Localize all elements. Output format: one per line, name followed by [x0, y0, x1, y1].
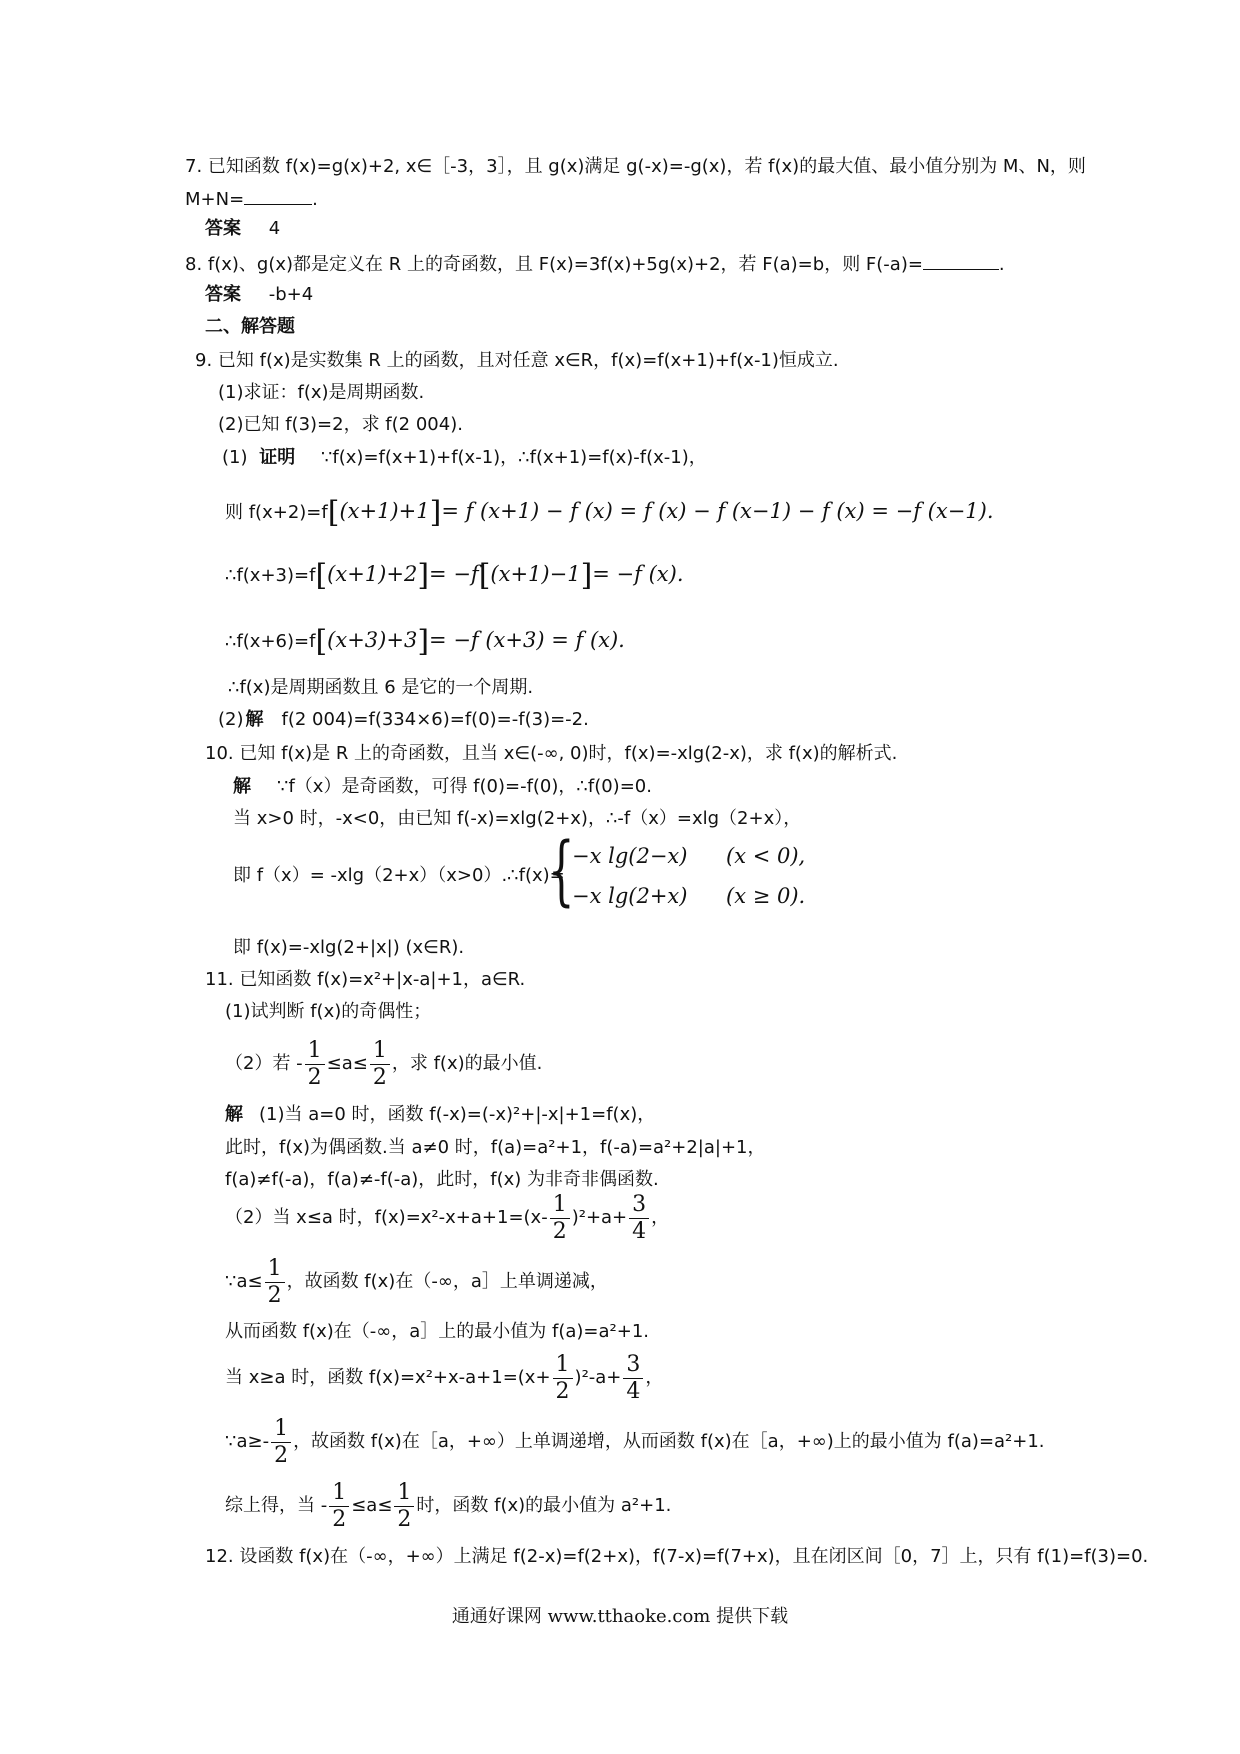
q11-sol-line9-suffix: 时，函数 f(x)的最小值为 a²+1. [416, 1495, 672, 1516]
q8-answer [205, 283, 313, 307]
q10-piecewise [548, 825, 828, 930]
q9-proof-line2-inner: (x+1)+1 [339, 499, 430, 523]
piecewise-brace: { [548, 825, 575, 914]
q10-sol-label: 解 [233, 776, 251, 797]
q11-sol-line8-prefix: ∵a≥- [225, 1431, 270, 1452]
q11-sol-label: 解 [225, 1104, 243, 1125]
q9-proof-line3-inner2: (x+1)−1 [490, 562, 581, 586]
q11-sol-line7-suffix: ， [645, 1367, 664, 1388]
q11-sol-line9-prefix: 综上得，当 - [225, 1495, 328, 1516]
fraction-half: $\frac{1}{2}$ [271, 1416, 291, 1469]
q7-answer [205, 217, 280, 241]
fraction-half: $\frac{1}{2}$ [370, 1038, 390, 1091]
section-heading: 二、解答题 [205, 316, 295, 337]
q9-proof-line4-prefix: ∴f(x+6)=f [225, 631, 316, 652]
q9-proof-line2: 则 f(x+2)=f[(x+1)+1]= f (x+1) − f (x) = f (x) − f (x−1) − f (x) = −f (x−1). [225, 495, 994, 530]
case1-expr: −x lg(2−x) [572, 844, 688, 868]
q11-sol-line4-suffix: ， [651, 1207, 670, 1228]
q7-answer-value: 4 [268, 218, 281, 239]
page-footer: 通通好课网 www.tthaoke.com 提供下载 [451, 1606, 789, 1627]
q11-sol-line3: f(a)≠f(-a)，f(a)≠-f(-a)，此时，f(x) 为非奇非偶函数. [225, 1169, 659, 1190]
q8-text: 8. f(x)、g(x)都是定义在 R 上的奇函数，且 F(x)=3f(x)+5g(x)+2，若 F(a)=b，则 F(-a)= [185, 254, 923, 275]
q11-part2-prefix: （2）若 - [225, 1053, 303, 1074]
case2-cond: (x ≥ 0). [726, 884, 806, 908]
fraction-three-quarters: $\frac{3}{4}$ [629, 1192, 649, 1245]
q7-blank-line [185, 186, 318, 212]
q11-sol-line5-prefix: ∵a≤ [225, 1271, 263, 1292]
q9-proof-text1: ∵f(x)=f(x+1)+f(x-1)，∴f(x+1)=f(x)-f(x-1)， [320, 447, 707, 468]
q10-sol-line3: 即 f（x）= -xlg（2+x）（x>0）.∴f(x)= [233, 865, 565, 886]
fraction-half: $\frac{1}{2}$ [550, 1192, 570, 1245]
q9-proof-line2-prefix: 则 f(x+2)=f [225, 502, 328, 523]
q10-sol-line2: 当 x>0 时，-x<0，由已知 f(-x)=xlg(2+x)，∴-f（x）=xlg（2+x）， [233, 808, 802, 829]
q9-proof-line3: ∴f(x+3)=f[(x+1)+2]= −f[(x+1)−1]= −f (x). [225, 558, 684, 593]
q10-sol-line4: 即 f(x)=-xlg(2+|x|) (x∈R). [233, 937, 465, 958]
q11-sol-line2: 此时，f(x)为偶函数.当 a≠0 时，f(a)=a²+1，f(-a)=a²+2|a|+1， [225, 1137, 766, 1158]
q7-answer-label: 答案 [205, 218, 241, 239]
q8-suffix: . [998, 254, 1005, 275]
q9-proof-line3-inner: (x+1)+2 [327, 562, 418, 586]
piecewise-case2 [572, 884, 687, 909]
q8-answer-label: 答案 [205, 284, 241, 305]
q9-proof-line1 [222, 446, 707, 470]
q12-stem: 12. 设函数 f(x)在（-∞，+∞）上满足 f(2-x)=f(2+x)，f(7-x)=f(7+x)，且在闭区间［0，7］上，只有 f(1)=f(3)=0. [205, 1546, 1149, 1567]
fraction-half: $\frac{1}{2}$ [265, 1256, 285, 1309]
fraction-half: $\frac{1}{2}$ [305, 1038, 325, 1091]
q8-stem [185, 251, 1005, 277]
q9-sol-num: (2) [218, 709, 244, 730]
q11-sol-text1: (1)当 a=0 时，函数 f(-x)=(-x)²+|-x|+1=f(x)， [259, 1104, 656, 1125]
fraction-half: $\frac{1}{2}$ [394, 1480, 414, 1533]
q11-part1: (1)试判断 f(x)的奇偶性； [225, 1001, 432, 1022]
q10-stem: 10. 已知 f(x)是 R 上的奇函数，且当 x∈(-∞, 0)时，f(x)=-xlg(2-x)，求 f(x)的解析式. [205, 743, 898, 764]
case2-expr: −x lg(2+x) [572, 884, 688, 908]
q11-sol-line5 [225, 1254, 608, 1310]
q9-sol-label: 解 [245, 709, 264, 730]
q11-part2 [225, 1036, 542, 1092]
q9-proof-line4: ∴f(x+6)=f[(x+3)+3]= −f (x+3) = f (x). [225, 624, 625, 659]
q9-proof-line3-rest: = −f (x). [592, 562, 684, 586]
q11-sol-line9-mid: ≤a≤ [351, 1495, 393, 1516]
q8-answer-value: -b+4 [268, 284, 314, 305]
q9-sol-text: f(2 004)=f(334×6)=f(0)=-f(3)=-2. [281, 709, 589, 730]
q7-suffix: . [312, 189, 318, 210]
q9-part2: (2)已知 f(3)=2，求 f(2 004). [218, 414, 463, 435]
piecewise-case1 [572, 844, 687, 869]
q9-proof-line3-prefix: ∴f(x+3)=f [225, 565, 316, 586]
q11-sol-line8 [225, 1414, 1045, 1470]
q9-solution [218, 708, 589, 732]
q9-part1: (1)求证：f(x)是周期函数. [218, 382, 425, 403]
q11-sol-line9 [225, 1478, 671, 1534]
q9-proof-line4-inner: (x+3)+3 [327, 628, 418, 652]
q9-proof-num: (1) [222, 447, 248, 468]
fraction-half: $\frac{1}{2}$ [329, 1480, 349, 1533]
q11-part2-suffix: ，求 f(x)的最小值. [391, 1053, 543, 1074]
q9-stem: 9. 已知 f(x)是实数集 R 上的函数，且对任意 x∈R，f(x)=f(x+1)+f(x-1)恒成立. [195, 350, 839, 371]
q11-sol-line8-suffix: ，故函数 f(x)在［a，+∞）上单调递增，从而函数 f(x)在［a，+∞)上的最小值为 f(a)=a²+1. [293, 1431, 1045, 1452]
q9-proof-conclusion: ∴f(x)是周期函数且 6 是它的一个周期. [228, 677, 534, 698]
q11-sol-line4-mid: )²+a+ [571, 1207, 628, 1228]
piecewise-case2-cond [726, 884, 805, 909]
case1-cond: (x < 0), [726, 844, 806, 868]
q9-proof-label: 证明 [259, 447, 296, 468]
q7-prefix: M+N= [185, 189, 245, 210]
q10-sol-text1: ∵f（x）是奇函数，可得 f(0)=-f(0)，∴f(0)=0. [277, 776, 652, 797]
q11-sol-line4-prefix: （2）当 x≤a 时，f(x)=x²-x+a+1=(x- [225, 1207, 548, 1228]
q9-proof-line2-rest: = f (x+1) − f (x) = f (x) − f (x−1) − f (x) = −f (x−1). [441, 499, 994, 523]
q9-proof-line4-rest: = −f (x+3) = f (x). [429, 628, 625, 652]
q9-proof-line3-mid: = −f [429, 562, 479, 586]
q11-sol-line4 [225, 1190, 669, 1246]
q7-stem: 7. 已知函数 f(x)=g(x)+2, x∈［-3，3］，且 g(x)满足 g(-x)=-g(x)，若 f(x)的最大值、最小值分别为 M、N，则 [185, 156, 1086, 177]
q10-sol-line1 [233, 775, 652, 799]
fraction-half: $\frac{1}{2}$ [553, 1352, 573, 1405]
q11-stem: 11. 已知函数 f(x)=x²+|x-a|+1，a∈R. [205, 969, 526, 990]
q11-sol-line6: 从而函数 f(x)在（-∞，a］上的最小值为 f(a)=a²+1. [225, 1321, 649, 1342]
q11-sol-line7-prefix: 当 x≥a 时，函数 f(x)=x²+x-a+1=(x+ [225, 1367, 551, 1388]
q11-sol-line7-mid: )²-a+ [574, 1367, 622, 1388]
q11-part2-mid: ≤a≤ [326, 1053, 368, 1074]
q11-sol-line5-suffix: ，故函数 f(x)在（-∞，a］上单调递减， [286, 1271, 608, 1292]
piecewise-case1-cond [726, 844, 805, 869]
q11-sol-line7 [225, 1350, 663, 1406]
fraction-three-quarters: $\frac{3}{4}$ [623, 1352, 643, 1405]
q7-answer-blank [244, 186, 312, 205]
q11-sol-line1 [225, 1103, 655, 1127]
q8-answer-blank [923, 251, 999, 270]
